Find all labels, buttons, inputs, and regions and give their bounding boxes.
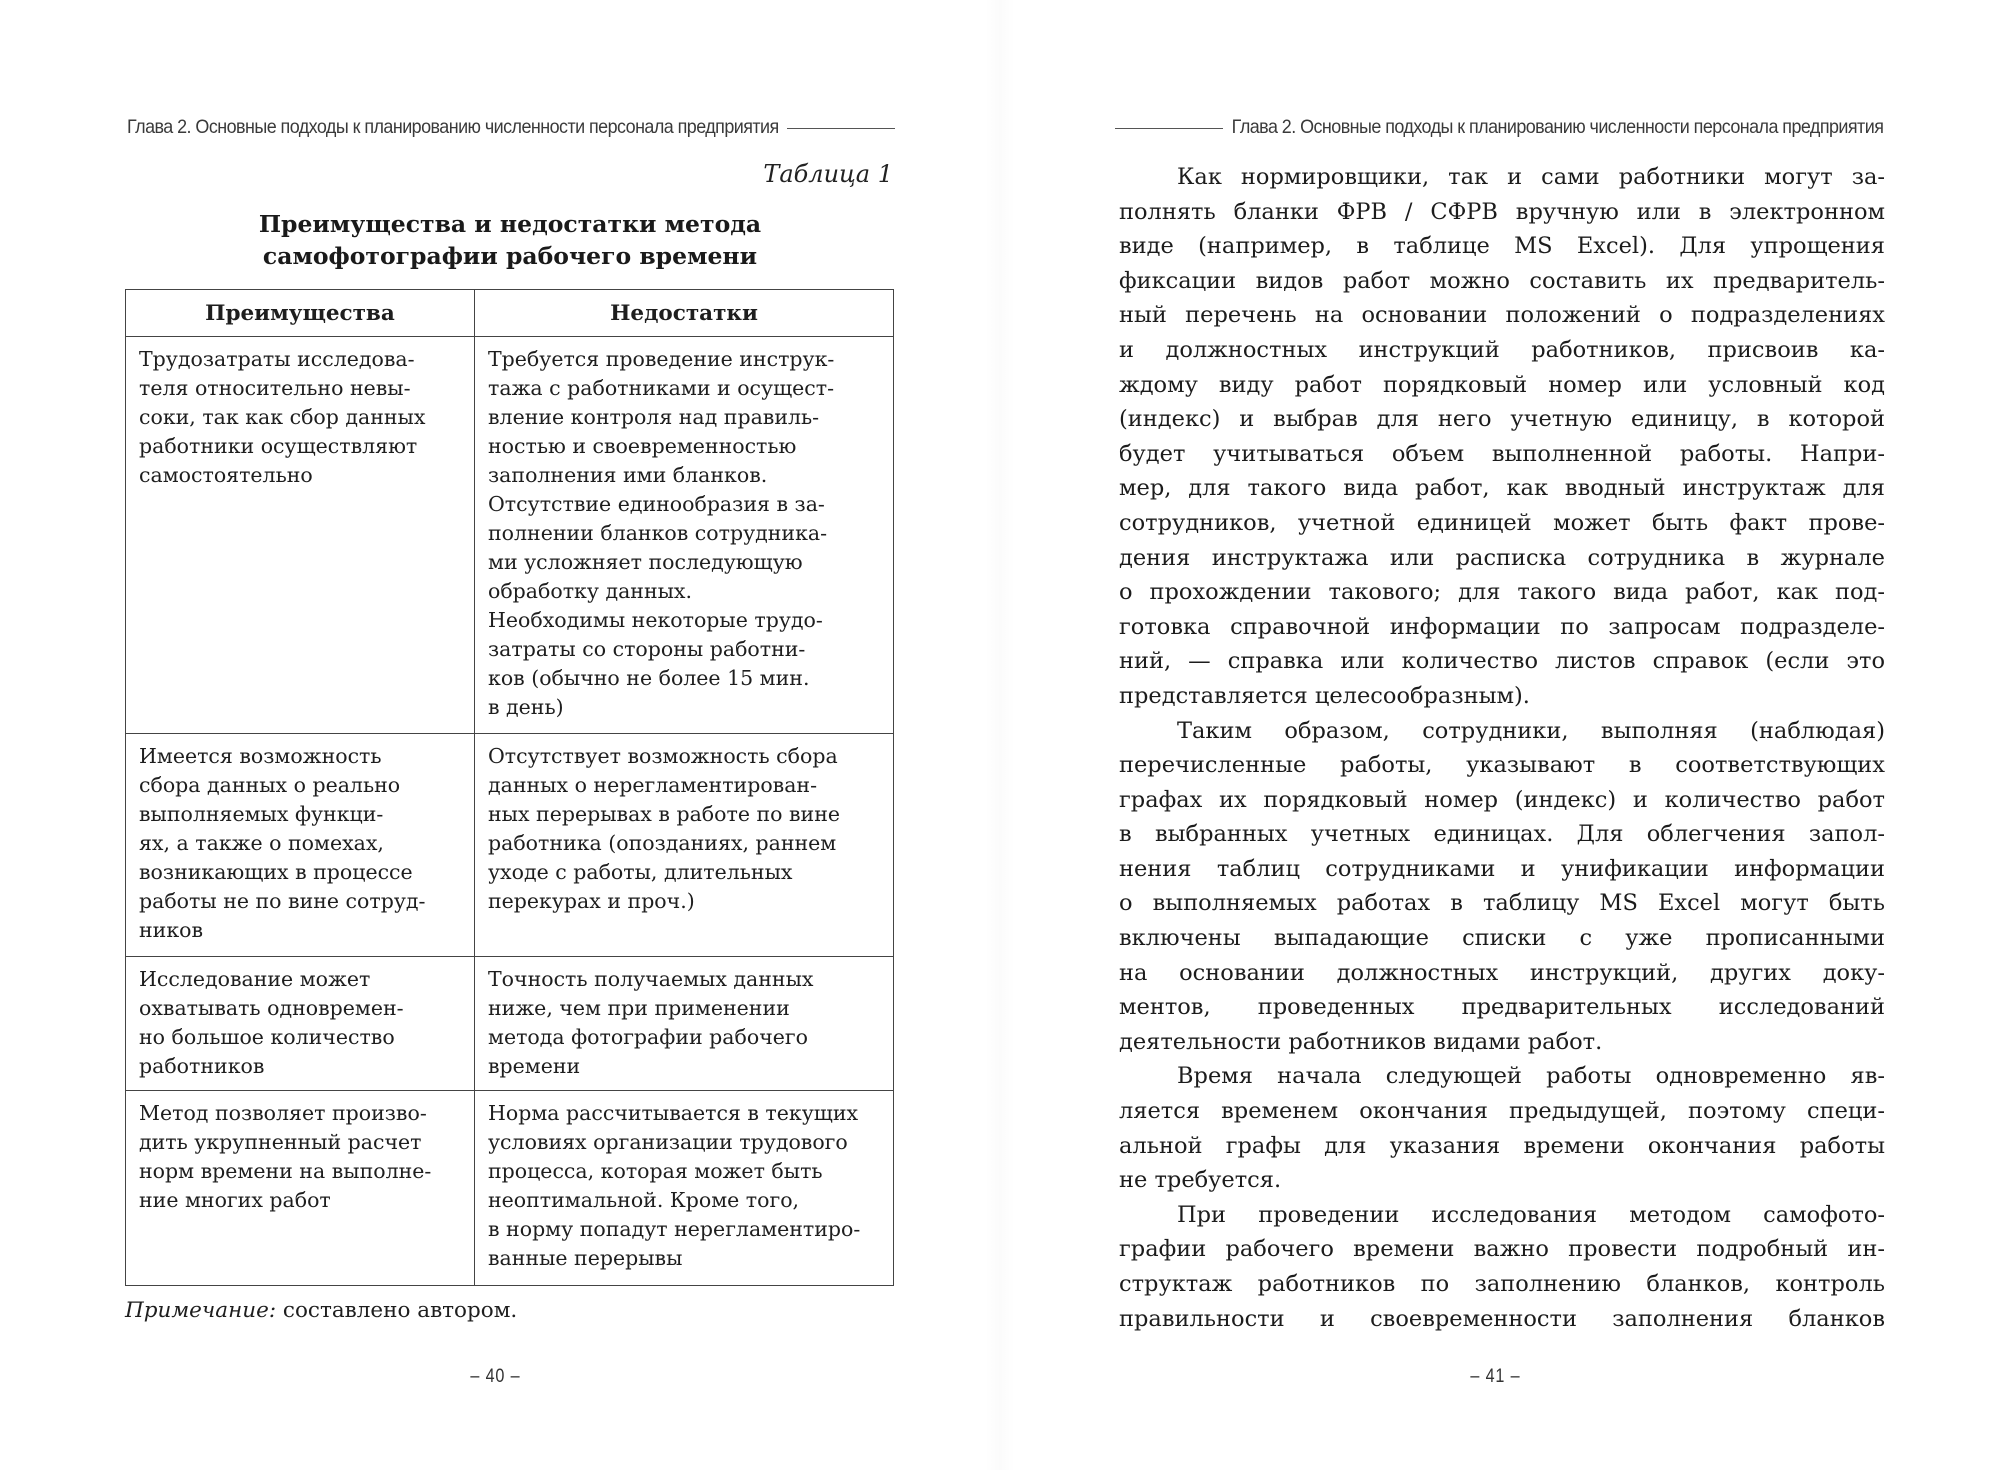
cell-text-line: Точность получаемых данных bbox=[488, 967, 814, 991]
cell-text-line: уходе с работы, длительных bbox=[488, 860, 793, 884]
cell-text-line: возникающих в процессе bbox=[139, 860, 413, 884]
body-text-line: ждому виду работ порядковый номер или условный код bbox=[1119, 371, 1885, 398]
header-rule bbox=[787, 128, 895, 129]
table-title-line: самофотографии рабочего времени bbox=[262, 242, 758, 270]
body-text-line: готовка справочной информации по запросам подразделе- bbox=[1119, 613, 1885, 640]
cell-text-line: условиях организации трудового bbox=[488, 1130, 848, 1154]
cell-text-line: ников bbox=[139, 918, 204, 942]
cell-text-line: ванные перерывы bbox=[488, 1246, 683, 1270]
cell-text-line: ков (обычно не более 15 мин. bbox=[488, 666, 810, 690]
cell-text-line: в норму попадут нерегламентиро- bbox=[488, 1217, 861, 1241]
disadvantage-cell bbox=[475, 337, 894, 734]
body-text bbox=[1119, 160, 1885, 1336]
paragraph-first-line: Время начала следующей работы одновременно яв- bbox=[1177, 1063, 1885, 1090]
cell-text-line: перекурах и проч.) bbox=[488, 889, 695, 913]
cell-text-line: Требуется проведение инструк- bbox=[488, 347, 835, 371]
body-text-line: будет учитываться объем выполненной работы. Напри- bbox=[1119, 440, 1885, 467]
cell-text-line: Отсутствует возможность сбора bbox=[488, 744, 838, 768]
cell-text-line: Имеется возможность bbox=[139, 744, 382, 768]
cell-text-line: ниже, чем при применении bbox=[488, 996, 790, 1020]
body-text-line: ляется временем окончания предыдущей, поэтому специ- bbox=[1119, 1098, 1885, 1125]
body-text-line: и должностных инструкций работников, присвоив ка- bbox=[1119, 336, 1885, 363]
cell-text-line: соки, так как сбор данных bbox=[139, 405, 426, 429]
comparison-table bbox=[125, 289, 894, 1286]
cell-text-line: норм времени на выполне- bbox=[139, 1159, 432, 1183]
cell-text-line: затраты со стороны работни- bbox=[488, 637, 806, 661]
body-text-line: фиксации видов работ можно составить их предваритель- bbox=[1119, 267, 1885, 294]
cell-text-line: работника (опозданиях, раннем bbox=[488, 831, 837, 855]
body-text-line: не требуется. bbox=[1119, 1167, 1282, 1194]
right-page bbox=[1000, 0, 2000, 1470]
cell-text-line: данных о нерегламентирован- bbox=[488, 773, 818, 797]
disadvantage-cell bbox=[475, 734, 894, 957]
advantage-cell bbox=[126, 734, 475, 957]
cell-text-line: Трудозатраты исследова- bbox=[139, 347, 415, 371]
advantage-cell bbox=[126, 1091, 475, 1286]
cell-text-line: Отсутствие единообразия в за- bbox=[488, 492, 825, 516]
page-number: – 40 – bbox=[470, 1366, 521, 1387]
body-text-line: (индекс) и выбрав для него учетную единицу, в которой bbox=[1119, 406, 1885, 433]
body-text-line: перечисленные работы, указывают в соответствующих bbox=[1119, 752, 1885, 779]
body-text-line: о выполняемых работах в таблицу MS Excel могут быть bbox=[1119, 890, 1885, 917]
cell-text-line: полнении бланков сотрудника- bbox=[488, 521, 828, 545]
cell-text-line: заполнения ими бланков. bbox=[488, 463, 768, 487]
cell-text-line: ных перерывах в работе по вине bbox=[488, 802, 840, 826]
body-text-line: ментов, проведенных предварительных исследований bbox=[1119, 994, 1885, 1021]
table-row bbox=[126, 957, 894, 1091]
advantage-cell bbox=[126, 337, 475, 734]
cell-text-line: самостоятельно bbox=[139, 463, 313, 487]
body-text-line: представляется целесообразным). bbox=[1119, 682, 1530, 709]
body-text-line: на основании должностных инструкций, других доку- bbox=[1119, 959, 1885, 986]
paragraph-first-line: Как нормировщики, так и сами работники могут за- bbox=[1177, 164, 1885, 190]
cell-text-line: вление контроля над правиль- bbox=[488, 405, 820, 429]
cell-text-line: теля относительно невы- bbox=[139, 376, 411, 400]
column-header-disadvantages: Недостатки bbox=[475, 290, 894, 337]
cell-text-line: ях, а также о помехах, bbox=[139, 831, 384, 855]
cell-text-line: работники осуществляют bbox=[139, 434, 418, 458]
cell-text-line: охватывать одновремен- bbox=[139, 996, 404, 1020]
body-text-line: структаж работников по заполнению бланков, контроль bbox=[1119, 1271, 1885, 1297]
advantage-cell bbox=[126, 957, 475, 1091]
cell-text-line: времени bbox=[488, 1054, 581, 1078]
body-text-line: ний, — справка или количество листов справок (если это bbox=[1119, 648, 1885, 675]
cell-text-line: работников bbox=[139, 1054, 265, 1078]
body-text-line: в выбранных учетных единицах. Для облегчения запол- bbox=[1119, 821, 1885, 848]
disadvantage-cell bbox=[475, 957, 894, 1091]
table-label: Таблица 1 bbox=[763, 160, 893, 188]
body-text-line: правильности и своевременности заполнения бланков bbox=[1119, 1305, 1885, 1332]
cell-text-line: неоптимальной. Кроме того, bbox=[488, 1188, 800, 1212]
disadvantage-cell bbox=[475, 1091, 894, 1286]
cell-text-line: Метод позволяет произво- bbox=[139, 1101, 427, 1125]
column-header-advantages: Преимущества bbox=[126, 290, 475, 337]
body-text-line: графии рабочего времени важно провести подробный ин- bbox=[1119, 1236, 1885, 1263]
body-text-line: мер, для такого вида работ, как вводный инструктаж для bbox=[1119, 475, 1885, 502]
table-header-row bbox=[126, 290, 894, 337]
table-row bbox=[126, 1091, 894, 1286]
paragraph-first-line: Таким образом, сотрудники, выполняя (наблюдая) bbox=[1177, 717, 1885, 744]
cell-text-line: обработку данных. bbox=[488, 579, 693, 603]
cell-text-line: дить укрупненный расчет bbox=[139, 1130, 422, 1154]
body-text-line: деятельности работников видами работ. bbox=[1119, 1028, 1603, 1055]
body-text-line: о прохождении такового; для такого вида работ, как под- bbox=[1119, 579, 1885, 606]
header-rule bbox=[1115, 128, 1223, 129]
cell-text-line: работы не по вине сотруд- bbox=[139, 889, 426, 913]
cell-text-line: в день) bbox=[488, 695, 564, 719]
body-text-line: полнять бланки ФРВ / СФРВ вручную или в электронном bbox=[1119, 198, 1885, 225]
table-title-line: Преимущества и недостатки метода bbox=[258, 210, 762, 238]
cell-text-line: процесса, которая может быть bbox=[488, 1159, 823, 1183]
body-text-line: альной графы для указания времени окончания работы bbox=[1119, 1132, 1885, 1159]
table-title bbox=[125, 208, 895, 272]
cell-text-line: метода фотографии рабочего bbox=[488, 1025, 808, 1049]
cell-text-line: тажа с работниками и осущест- bbox=[488, 376, 835, 400]
cell-text-line: ние многих работ bbox=[139, 1188, 331, 1212]
cell-text-line: ми усложняет последующую bbox=[488, 550, 803, 574]
cell-text-line: выполняемых функци- bbox=[139, 802, 384, 826]
paragraph-first-line: При проведении исследования методом самофото- bbox=[1177, 1201, 1885, 1228]
note-label: Примечание: bbox=[125, 1298, 277, 1323]
cell-text-line: Необходимы некоторые трудо- bbox=[488, 608, 823, 632]
table-row bbox=[126, 734, 894, 957]
running-head: Глава 2. Основные подходы к планированию численности персонала предприятия bbox=[1231, 116, 1883, 138]
page-number: – 41 – bbox=[1470, 1366, 1521, 1387]
body-text-line: включены выпадающие списки с уже прописанными bbox=[1119, 925, 1885, 952]
table-note bbox=[125, 1298, 517, 1323]
table-row bbox=[126, 337, 894, 734]
body-text-line: графах их порядковый номер (индекс) и количество работ bbox=[1119, 786, 1885, 813]
body-text-line: виде (например, в таблице MS Excel). Для упрощения bbox=[1119, 233, 1885, 260]
note-text: составлено автором. bbox=[276, 1298, 518, 1323]
cell-text-line: Норма рассчитывается в текущих bbox=[488, 1101, 859, 1125]
body-text-line: дения инструктажа или расписка сотрудника в журнале bbox=[1119, 544, 1885, 571]
cell-text-line: ностью и своевременностью bbox=[488, 434, 797, 458]
body-text-line: нения таблиц сотрудниками и унификации информации bbox=[1119, 855, 1885, 882]
cell-text-line: Исследование может bbox=[139, 967, 371, 991]
running-head: Глава 2. Основные подходы к планированию численности персонала предприятия bbox=[127, 116, 779, 138]
body-text-line: ный перечень на основании положений о подразделениях bbox=[1119, 302, 1885, 329]
body-text-line: сотрудников, учетной единицей может быть факт прове- bbox=[1119, 509, 1885, 536]
cell-text-line: сбора данных о реально bbox=[139, 773, 401, 797]
cell-text-line: но большое количество bbox=[139, 1025, 395, 1049]
